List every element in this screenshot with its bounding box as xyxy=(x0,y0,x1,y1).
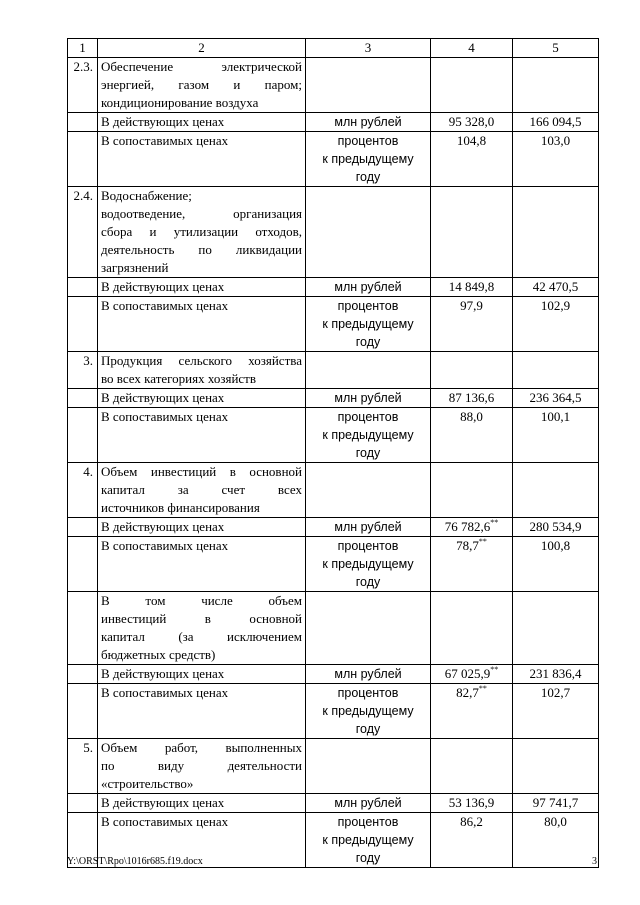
section-title-line: загрязнений xyxy=(101,260,169,275)
column-header: 1 xyxy=(68,39,98,58)
section-title-line: инвестиций в основной xyxy=(101,611,302,626)
footnote-mark: ** xyxy=(478,537,487,546)
value-col4 xyxy=(431,113,513,132)
row-label: В сопоставимых ценах xyxy=(98,132,306,187)
empty-cell xyxy=(431,187,513,278)
empty-cell xyxy=(68,132,98,187)
unit-line: процентов xyxy=(337,134,399,148)
column-header: 2 xyxy=(98,39,306,58)
section-title xyxy=(98,463,306,518)
empty-cell xyxy=(431,352,513,389)
empty-cell xyxy=(431,739,513,794)
empty-cell xyxy=(431,463,513,518)
value: 95 328,0 xyxy=(448,114,495,129)
table-row xyxy=(68,665,599,684)
section-number: 2.3. xyxy=(68,58,98,113)
value-col5: 102,9 xyxy=(513,297,599,352)
section-title-line: Водоснабжение; xyxy=(101,188,192,203)
empty-cell xyxy=(68,113,98,132)
unit-line: к предыдущему xyxy=(322,428,414,442)
section-title-line: Объем работ, выполненных xyxy=(101,740,302,755)
row-label: В сопоставимых ценах xyxy=(98,408,306,463)
section-title-line: деятельность по ликвидации xyxy=(101,242,302,257)
empty-cell xyxy=(431,58,513,113)
value-col5: 103,0 xyxy=(513,132,599,187)
footnote-mark: ** xyxy=(490,518,499,527)
row-label: В сопоставимых ценах xyxy=(98,684,306,739)
empty-cell xyxy=(513,352,599,389)
unit-line: млн рублей xyxy=(334,391,402,405)
value: 97,9 xyxy=(460,298,483,313)
empty-cell xyxy=(306,58,431,113)
row-label: В действующих ценах xyxy=(98,278,306,297)
unit-line: к предыдущему xyxy=(322,704,414,718)
document-path: Y:\ORST\Rpo\1016r685.f19.docx xyxy=(67,856,203,867)
value-col4 xyxy=(431,518,513,537)
table-row xyxy=(68,684,599,739)
table-row xyxy=(68,794,599,813)
section-title xyxy=(98,592,306,665)
empty-cell xyxy=(68,297,98,352)
statistics-table xyxy=(67,38,599,868)
section-title-row xyxy=(68,739,599,794)
unit-line: млн рублей xyxy=(334,520,402,534)
empty-cell xyxy=(68,518,98,537)
section-title-line: водоотведение, организация xyxy=(101,206,302,221)
unit-cell xyxy=(306,408,431,463)
unit-line: процентов xyxy=(337,539,399,553)
unit-cell xyxy=(306,297,431,352)
section-title xyxy=(98,352,306,389)
row-label: В действующих ценах xyxy=(98,794,306,813)
value-col5: 80,0 xyxy=(513,813,599,868)
empty-cell xyxy=(306,592,431,665)
row-label: В сопоставимых ценах xyxy=(98,537,306,592)
unit-cell xyxy=(306,794,431,813)
empty-cell xyxy=(68,684,98,739)
value-col5: 231 836,4 xyxy=(513,665,599,684)
unit-line: процентов xyxy=(337,815,399,829)
section-title-line: капитал за счет всех xyxy=(101,482,302,497)
table-row xyxy=(68,408,599,463)
value: 53 136,9 xyxy=(448,795,495,810)
section-title-line: во всех категориях хозяйств xyxy=(101,371,257,386)
section-title-row xyxy=(68,463,599,518)
row-label: В действующих ценах xyxy=(98,389,306,408)
value-col5: 97 741,7 xyxy=(513,794,599,813)
column-header: 5 xyxy=(513,39,599,58)
value-col4 xyxy=(431,665,513,684)
unit-cell xyxy=(306,684,431,739)
unit-line: к предыдущему xyxy=(322,557,414,571)
section-number: 5. xyxy=(68,739,98,794)
table-row xyxy=(68,537,599,592)
empty-cell xyxy=(513,739,599,794)
empty-cell xyxy=(68,665,98,684)
value-col4 xyxy=(431,537,513,592)
empty-cell xyxy=(306,352,431,389)
value-col4 xyxy=(431,389,513,408)
unit-cell xyxy=(306,518,431,537)
column-header: 3 xyxy=(306,39,431,58)
unit-cell xyxy=(306,537,431,592)
value-col4 xyxy=(431,684,513,739)
section-title-row xyxy=(68,352,599,389)
value-col4 xyxy=(431,813,513,868)
section-number xyxy=(68,592,98,665)
unit-line: процентов xyxy=(337,299,399,313)
row-label: В действующих ценах xyxy=(98,518,306,537)
row-label: В действующих ценах xyxy=(98,665,306,684)
section-title xyxy=(98,58,306,113)
value-col5: 100,1 xyxy=(513,408,599,463)
table-row xyxy=(68,297,599,352)
unit-cell xyxy=(306,389,431,408)
unit-cell xyxy=(306,665,431,684)
empty-cell xyxy=(68,408,98,463)
table-row xyxy=(68,518,599,537)
value-col5: 42 470,5 xyxy=(513,278,599,297)
unit-cell xyxy=(306,813,431,868)
value: 76 782,6 xyxy=(444,519,491,534)
section-title-row xyxy=(68,187,599,278)
row-label: В действующих ценах xyxy=(98,113,306,132)
section-title-row xyxy=(68,592,599,665)
value-col5: 280 534,9 xyxy=(513,518,599,537)
value-col4 xyxy=(431,297,513,352)
section-title-line: Объем инвестиций в основной xyxy=(101,464,302,479)
table-row xyxy=(68,389,599,408)
value-col5: 236 364,5 xyxy=(513,389,599,408)
section-title-line: бюджетных средств) xyxy=(101,647,216,662)
empty-cell xyxy=(68,537,98,592)
value: 14 849,8 xyxy=(448,279,495,294)
section-title xyxy=(98,187,306,278)
value: 86,2 xyxy=(460,814,483,829)
section-number: 4. xyxy=(68,463,98,518)
unit-line: году xyxy=(355,851,381,865)
value: 104,8 xyxy=(456,133,487,148)
section-title-line: по виду деятельности xyxy=(101,758,302,773)
value: 82,7 xyxy=(456,685,479,700)
table-row xyxy=(68,278,599,297)
value-col5: 100,8 xyxy=(513,537,599,592)
section-title-line: В том числе объем xyxy=(101,593,302,608)
unit-line: млн рублей xyxy=(334,280,402,294)
section-title-line: кондиционирование воздуха xyxy=(101,95,259,110)
empty-cell xyxy=(513,592,599,665)
footnote-mark: ** xyxy=(478,684,487,693)
unit-line: году xyxy=(355,722,381,736)
unit-line: млн рублей xyxy=(334,115,402,129)
section-title-row xyxy=(68,58,599,113)
section-title-line: капитал (за исключением xyxy=(101,629,302,644)
value: 67 025,9 xyxy=(444,666,491,681)
section-title-line: энергией, газом и паром; xyxy=(101,77,302,92)
unit-line: к предыдущему xyxy=(322,317,414,331)
empty-cell xyxy=(306,739,431,794)
value-col4 xyxy=(431,408,513,463)
section-title-line: Обеспечение электрической xyxy=(101,59,302,74)
unit-line: году xyxy=(355,335,381,349)
empty-cell xyxy=(68,389,98,408)
section-number: 2.4. xyxy=(68,187,98,278)
section-title-line: источников финансирования xyxy=(101,500,260,515)
row-label: В сопоставимых ценах xyxy=(98,297,306,352)
empty-cell xyxy=(513,463,599,518)
unit-line: году xyxy=(355,575,381,589)
section-number: 3. xyxy=(68,352,98,389)
unit-line: к предыдущему xyxy=(322,833,414,847)
unit-line: году xyxy=(355,446,381,460)
unit-cell xyxy=(306,278,431,297)
value-col4 xyxy=(431,278,513,297)
table-row xyxy=(68,132,599,187)
unit-line: к предыдущему xyxy=(322,152,414,166)
empty-cell xyxy=(68,278,98,297)
empty-cell xyxy=(306,187,431,278)
empty-cell xyxy=(306,463,431,518)
row-label: В сопоставимых ценах xyxy=(98,813,306,868)
value: 78,7 xyxy=(456,538,479,553)
unit-line: процентов xyxy=(337,410,399,424)
section-title-line: Продукция сельского хозяйства xyxy=(101,353,302,368)
unit-line: процентов xyxy=(337,686,399,700)
section-title-line: сбора и утилизации отходов, xyxy=(101,224,302,239)
unit-cell xyxy=(306,113,431,132)
value: 88,0 xyxy=(460,409,483,424)
value-col4 xyxy=(431,794,513,813)
value-col4 xyxy=(431,132,513,187)
unit-line: млн рублей xyxy=(334,796,402,810)
value-col5: 102,7 xyxy=(513,684,599,739)
page-number: 3 xyxy=(592,856,597,867)
empty-cell xyxy=(513,187,599,278)
unit-line: году xyxy=(355,170,381,184)
empty-cell xyxy=(68,794,98,813)
unit-line: млн рублей xyxy=(334,667,402,681)
section-title xyxy=(98,739,306,794)
header-row xyxy=(68,39,599,58)
empty-cell xyxy=(431,592,513,665)
value-col5: 166 094,5 xyxy=(513,113,599,132)
table-row xyxy=(68,113,599,132)
column-header: 4 xyxy=(431,39,513,58)
section-title-line: «строительство» xyxy=(101,776,194,791)
footnote-mark: ** xyxy=(490,665,499,674)
value: 87 136,6 xyxy=(448,390,495,405)
empty-cell xyxy=(513,58,599,113)
unit-cell xyxy=(306,132,431,187)
